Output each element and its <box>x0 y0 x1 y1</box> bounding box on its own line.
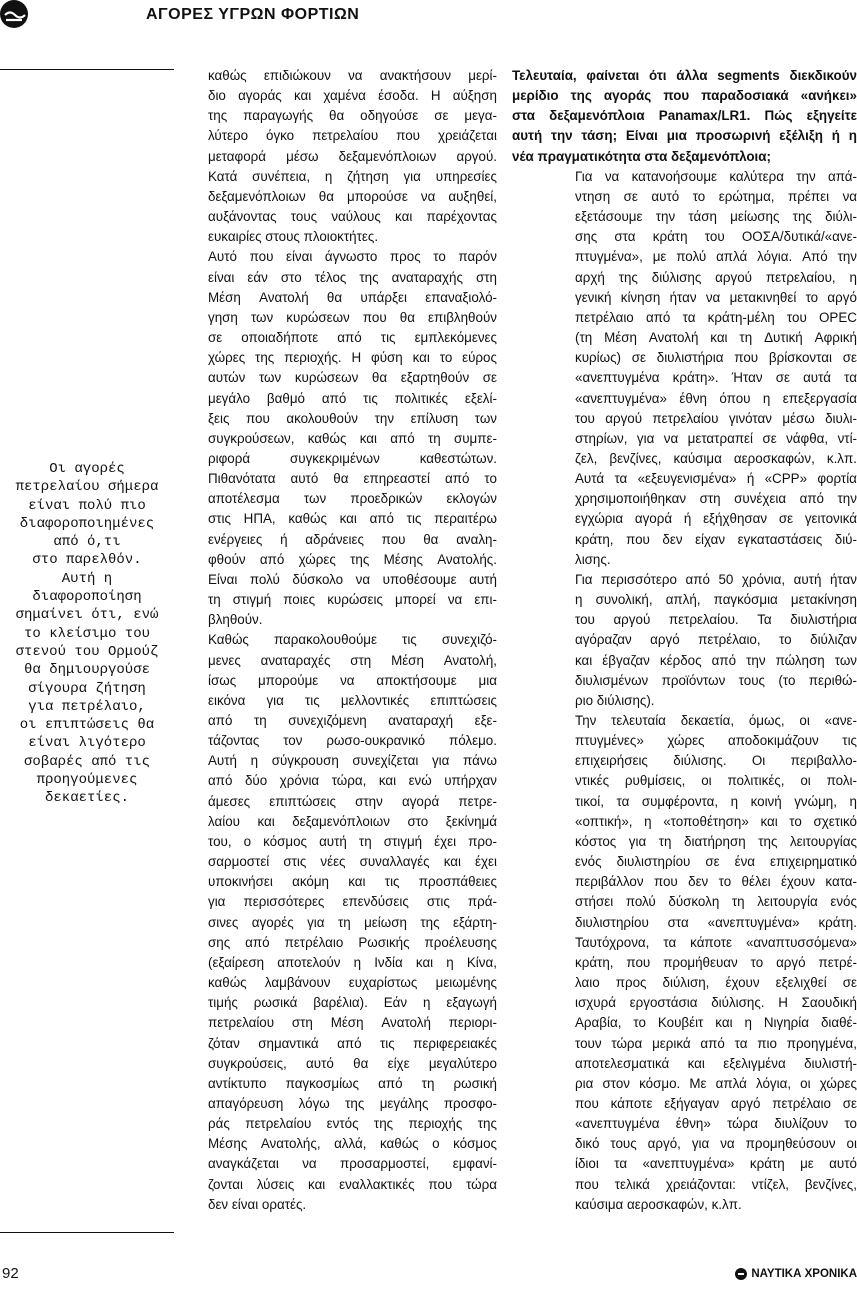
text-line: στις ΗΠΑ, καθώς και από τις περαιτέρω <box>208 511 497 527</box>
text-line: Ταυτόχρονα, τα κάποτε «αναπτυσσόμενα» <box>575 934 857 950</box>
text-line: Αραβία, το Κουβέιτ και η Νιγηρία διαθέ- <box>575 1015 857 1031</box>
text-line: (εξαίρεση αποτελούν η Ινδία και η Κίνα, <box>208 954 497 970</box>
text-line: γενική κίνηση ήταν να μετακινηθεί το αργό <box>575 289 857 305</box>
article-column-middle <box>208 66 497 1215</box>
text-line: μεταφορά μέσω δεξαμενόπλοιων αργού. <box>208 148 497 164</box>
pull-quote-line: είναι πολύ πιο <box>28 497 146 514</box>
text-line: ριφορά συγκεκριμένων καθεστώτων. <box>208 450 497 466</box>
text-line: «ανεπτυγμένα έθνη» τώρα διυλίζουν το <box>575 1116 857 1132</box>
text-line: Μέση Ανατολή θα υπάρξει επαναξιολό- <box>208 289 497 305</box>
text-line: διυλιστηρίου στα «ανεπτυγμένα» κράτη. <box>575 914 857 930</box>
text-line: Αυτή η σύγκρουση συνεχίζεται για πάνω <box>208 753 497 769</box>
text-line: λύτερο όγκο πετρελαίου που χρειάζεται <box>208 128 497 144</box>
pull-quote-line: οι επιπτώσεις θα <box>19 717 155 734</box>
text-line: ξεις που ακολουθούν την επίλυση των <box>208 410 497 426</box>
text-line: κυρίως) σε διυλιστήρια που βρίσκονται σε <box>575 350 857 366</box>
paragraph <box>208 247 497 630</box>
text-line: τικοί, τα συμφέροντα, η κοινή γνώμη, η <box>575 793 857 809</box>
text-line: κράτη, που δεν είχαν εγκαταστάσεις διύ- <box>575 531 857 547</box>
text-line: αναγκάζεται να προσαρμοστεί, εμφανί- <box>208 1156 497 1172</box>
text-line: περιβάλλον που δεν το θέλει έχουν κατα- <box>575 874 857 890</box>
pull-quote-line: διαφοροποίηση <box>32 589 142 606</box>
text-line: σης από πετρέλαιο Ρωσικής προέλευσης <box>208 934 497 950</box>
text-line: κράτη, που προμήθευαν το αργό πετρέ- <box>575 954 857 970</box>
text-line: εικόνα για τις μελλοντικές επιπτώσεις <box>208 692 497 708</box>
text-line: αυξάνοντας τους ναύλους και παρέχοντας <box>208 209 497 225</box>
pull-quote <box>0 460 174 808</box>
paragraph <box>575 570 857 711</box>
text-line: του αργού πετρελαίου. Τα διυλιστήρια <box>575 612 857 628</box>
text-line: Μέσης Ανατολής, αλλά, καθώς ο κόσμος <box>208 1136 497 1152</box>
brand-footer <box>735 1268 857 1280</box>
pull-quote-line: διαφοροποιημένες <box>19 515 155 532</box>
text-line: ζόταν σημαντικά από τις περιφερειακές <box>208 1035 497 1051</box>
text-line: ράς πετρελαίου εντός της περιοχής της <box>208 1116 497 1132</box>
text-line: απαγόρευση λόγω της μεγάλης προσφο- <box>208 1095 497 1111</box>
text-line: η συνολική, απλή, παγκόσμια μετακίνηση <box>575 592 857 608</box>
text-line: σινες αγορές για τη μείωση της εξάρτη- <box>208 914 497 930</box>
text-line: καύσιμα αεροσκαφών, κ.λπ. <box>575 1196 742 1212</box>
text-line: βληθούν. <box>208 612 263 628</box>
text-line: λισης. <box>575 551 611 567</box>
text-line: επιχειρήσεις διύλισης. Οι περιβαλλο- <box>575 753 857 769</box>
paragraph <box>575 167 857 570</box>
pull-quote-line: σίγουρα ζήτηση <box>28 680 146 697</box>
text-line: που τελικά χρειάζονται: ντίζελ, βενζίνες, <box>575 1176 857 1192</box>
pull-quote-line: στενού του Ορμούζ <box>15 643 159 660</box>
text-line: τη στιγμή ποιες κυρώσεις μπορεί να επι- <box>208 592 497 608</box>
text-line: στήσει πολύ δύσκολη τη λειτουργία ενός <box>575 894 857 910</box>
text-line: καθώς επιδιώκουν να ανακτήσουν μερί- <box>208 68 497 83</box>
text-line: ίδιοι τα «ανεπτυγμένα» κράτη με αυτό <box>575 1156 857 1172</box>
brand-name: ΝΑΥΤΙΚΑ ΧΡΟΝΙΚΑ <box>751 1268 857 1280</box>
text-line: δεν είναι ορατές. <box>208 1196 307 1212</box>
text-line: λαιο προς διύλιση, έχουν εξελιχθεί σε <box>575 975 857 991</box>
pull-quote-line: προηγούμενες <box>36 772 138 789</box>
text-line: Καθώς παρακολουθούμε τις συνεχιζό- <box>208 632 497 648</box>
text-line: νέα πραγματικότητα στα δεξαμενόπλοια; <box>512 148 771 164</box>
pull-quote-line: Οι αγορές <box>49 461 125 477</box>
page-number: 92 <box>2 1265 19 1282</box>
text-line: ενός διυλιστηρίου σε ένα επιχειρηματικό <box>575 854 857 870</box>
pull-quote-line: από ό,τι <box>53 534 121 551</box>
text-line: Την τελευταία δεκαετία, όμως, οι «ανε- <box>575 713 857 728</box>
text-line: συγκρούσεις, αυτό θα είχε μεγαλύτερο <box>208 1055 497 1071</box>
text-line: εγχώρια αγορά ή εξήχθησαν σε γειτονικά <box>575 511 857 527</box>
pull-quote-line: δεκαετίες. <box>44 790 129 807</box>
text-line: αυτών των κυρώσεων θα εξαρτηθούν σε <box>208 370 497 386</box>
text-line: τάζοντας τον ρωσο-ουκρανικό πόλεμο. <box>208 733 497 749</box>
paragraph <box>575 711 857 1215</box>
text-line: ρια στον κόσμο. Με απλά λόγια, οι χώρες <box>575 1075 857 1091</box>
pull-quote-line: είναι λιγότερο <box>28 735 146 752</box>
text-line: και έβγαζαν κέρδος από την πώληση των <box>575 652 857 668</box>
text-line: τιμής ρωσικά βαρέλια). Εάν η εξαγωγή <box>208 995 497 1011</box>
text-line: δεξαμενόπλοιων θα μπορούσε να αυξηθεί, <box>208 188 497 204</box>
bottom-rule <box>0 1232 174 1233</box>
text-line: (τη Μέση Ανατολή και τη Δυτική Αφρική <box>575 330 857 346</box>
pull-quote-line: σοβαρές από τις <box>23 753 151 770</box>
text-line: «ανεπτυγμένα κράτη». Ήταν σε αυτά τα <box>575 370 857 386</box>
text-line: «οπτική», η «τοποθέτηση» και το σχετικό <box>575 813 857 829</box>
top-rule <box>0 69 174 70</box>
text-line: αγόραζαν αργό πετρέλαιο, το διύλιζαν <box>575 632 857 648</box>
text-line: Αυτά τα «εξευγενισμένα» ή «CPP» φορτία <box>575 471 857 487</box>
section-title: ΑΓΟΡΕΣ ΥΓΡΩΝ ΦΟΡΤΙΩΝ <box>146 6 360 23</box>
text-line: πτυγμένα», με πολύ απλά λόγια. Από την <box>575 249 857 265</box>
interview-answer <box>575 167 857 1215</box>
text-line: εξετάσουμε την τάση μείωσης της διύλι- <box>575 209 857 225</box>
text-line: υποκινήσει ακόμη και τις προσπάθειες <box>208 874 497 890</box>
ship-wave-icon <box>0 0 38 32</box>
text-line: διυλισμένων προϊόντων τους (το περιθώ- <box>575 672 857 688</box>
text-line: σε οποιαδήποτε από τις εμπλεκόμενες <box>208 330 497 346</box>
text-line: της παραγωγής θα οδηγούσε σε μεγα- <box>208 108 497 124</box>
text-line: είναι εάν στο τέλος της αναταραχής στη <box>208 269 497 285</box>
text-line: ντηση σε αυτό το ερώτημα, πρέπει να <box>575 188 857 204</box>
text-line: στα δεξαμενόπλοια Panamax/LR1. Πώς εξηγείτε <box>512 108 857 124</box>
text-line: ενέργειες ή αδράνειες που θα αναλη- <box>208 531 497 547</box>
text-line: τουν τώρα μερικά από τα πιο προηγμένα, <box>575 1035 857 1051</box>
pull-quote-line: πετρελαίου σήμερα <box>15 479 159 496</box>
text-line: για περισσότερες επενδύσεις στις πρά- <box>208 894 497 910</box>
text-line: ριο διύλισης). <box>575 692 655 708</box>
pull-quote-line: θα δημιουργούσε <box>23 662 151 679</box>
text-line: συγκρούσεων, καθώς και από τη συμπε- <box>208 430 497 446</box>
text-line: αντίκτυπο παγκοσμίως από τη ρωσική <box>208 1075 497 1091</box>
text-line: πετρέλαιο από τα κράτη-μέλη του OPEC <box>575 309 857 325</box>
text-line: από δύο χρόνια τώρα, και ενώ υπήρχαν <box>208 773 497 789</box>
text-line: του, ο κόσμος αυτή τη στιγμή έχει προ- <box>208 833 497 849</box>
pull-quote-line: στο παρελθόν. <box>32 552 142 569</box>
interview-question <box>512 66 857 167</box>
text-line: πετρελαίου στη Μέση Ανατολή περιορι- <box>208 1015 497 1031</box>
text-line: Αυτό που είναι άγνωστο προς το παρόν <box>208 249 497 265</box>
text-line: καθώς λαμβάνουν ευχαρίστως μειωμένης <box>208 975 497 991</box>
text-line: αποτέλεσμα των προεδρικών εκλογών <box>208 491 497 507</box>
text-line: Για να κατανοήσουμε καλύτερα την απά- <box>575 168 857 184</box>
pull-quote-line: Αυτή η <box>61 570 113 587</box>
text-line: σαρμοστεί στις νέες συναλλαγές και έχει <box>208 854 497 870</box>
text-line: άμεσες επιπτώσεις στην αγορά πετρε- <box>208 793 497 809</box>
text-line: του αργού πετρελαίου γινόταν μέσω διυλι- <box>575 410 857 426</box>
text-line: από τη συνεχιζόμενη αναταραχή εξε- <box>208 713 497 728</box>
text-line: χώρες της περιοχής. Η φύση και το εύρος <box>208 350 497 366</box>
pull-quote-line: σημαίνει ότι, ενώ <box>15 607 159 624</box>
text-line: ίσως μπορούμε να αποκτήσουμε μια <box>208 672 497 688</box>
text-line: Για περισσότερο από 50 χρόνια, αυτή ήταν <box>575 571 857 587</box>
brand-mark-icon <box>735 1268 747 1280</box>
text-line: «ανεπτυγμένα» έθνη όπου η επεξεργασία <box>575 390 857 406</box>
text-line: λαίου και δεξαμενόπλοιων στο ξεκίνημά <box>208 813 497 829</box>
pull-quote-line: για πετρέλαιο, <box>28 698 146 715</box>
text-line: δικό τους αργό, για να προμηθεύσουν οι <box>575 1136 857 1152</box>
text-line: αυτή την τάση; Είναι μια προσωρινή εξέλιξη ή η <box>512 128 857 144</box>
paragraph <box>208 630 497 1215</box>
text-line: γηση των κυρώσεων που θα επιβληθούν <box>208 309 497 325</box>
text-line: μεγάλο βαθμό από τις πολιτικές εξελί- <box>208 390 497 406</box>
text-line: Τελευταία, φαίνεται ότι άλλα segments διεκδικούν <box>512 68 857 83</box>
text-line: στηρίων, για να μετατραπεί σε νάφθα, ντί- <box>575 430 857 446</box>
text-line: αρχή της διύλισης αργού πετρελαίου, η <box>575 269 857 285</box>
text-line: διο αγοράς και χαμένα έσοδα. Η αύξηση <box>208 88 497 104</box>
text-line: αποτελεσματικά και εξελιγμένα διυλιστή- <box>575 1055 857 1071</box>
paragraph <box>208 66 497 247</box>
text-line: κόστος για τη διατήρηση της λειτουργίας <box>575 833 857 849</box>
pull-quote-line: το κλείσιμο του <box>23 625 151 642</box>
text-line: ζελ, βενζίνες, καύσιμα αεροσκαφών, κ.λπ. <box>575 450 857 466</box>
text-line: Κατά συνέπεια, η ζήτηση για υπηρεσίες <box>208 168 497 184</box>
text-line: που κάποτε εξήγαγαν αργό πετρέλαιο σε <box>575 1095 857 1111</box>
text-line: ευκαιρίες στους πλοιοκτήτες. <box>208 229 379 245</box>
text-line: Πιθανότατα αυτό θα επηρεαστεί από το <box>208 471 497 487</box>
text-line: φθούν από χώρες της Μέσης Ανατολής. <box>208 551 497 567</box>
text-line: σης στα κράτη του ΟΟΣΑ/δυτικά/«ανε- <box>575 229 857 245</box>
text-line: πτυγμένες» χώρες αποδοκιμάζουν τις <box>575 733 857 749</box>
text-line: μερίδιο της αγοράς που παραδοσιακά «ανήκει» <box>512 88 857 104</box>
text-line: Είναι πολύ δύσκολο να υποθέσουμε αυτή <box>208 571 497 587</box>
article-column-right <box>512 66 857 1215</box>
text-line: μενες αναταραχές στη Μέση Ανατολή, <box>208 652 497 668</box>
text-line: ισχυρά εργοστάσια διύλισης. Η Σαουδική <box>575 995 857 1011</box>
text-line: ντικές ρυθμίσεις, οι πολιτικές, οι πολι- <box>575 773 857 789</box>
text-line: χρησιμοποιήθηκαν στη συνέχεια από την <box>575 491 857 507</box>
text-line: ζονται λύσεις και εναλλακτικές που τώρα <box>208 1176 497 1192</box>
